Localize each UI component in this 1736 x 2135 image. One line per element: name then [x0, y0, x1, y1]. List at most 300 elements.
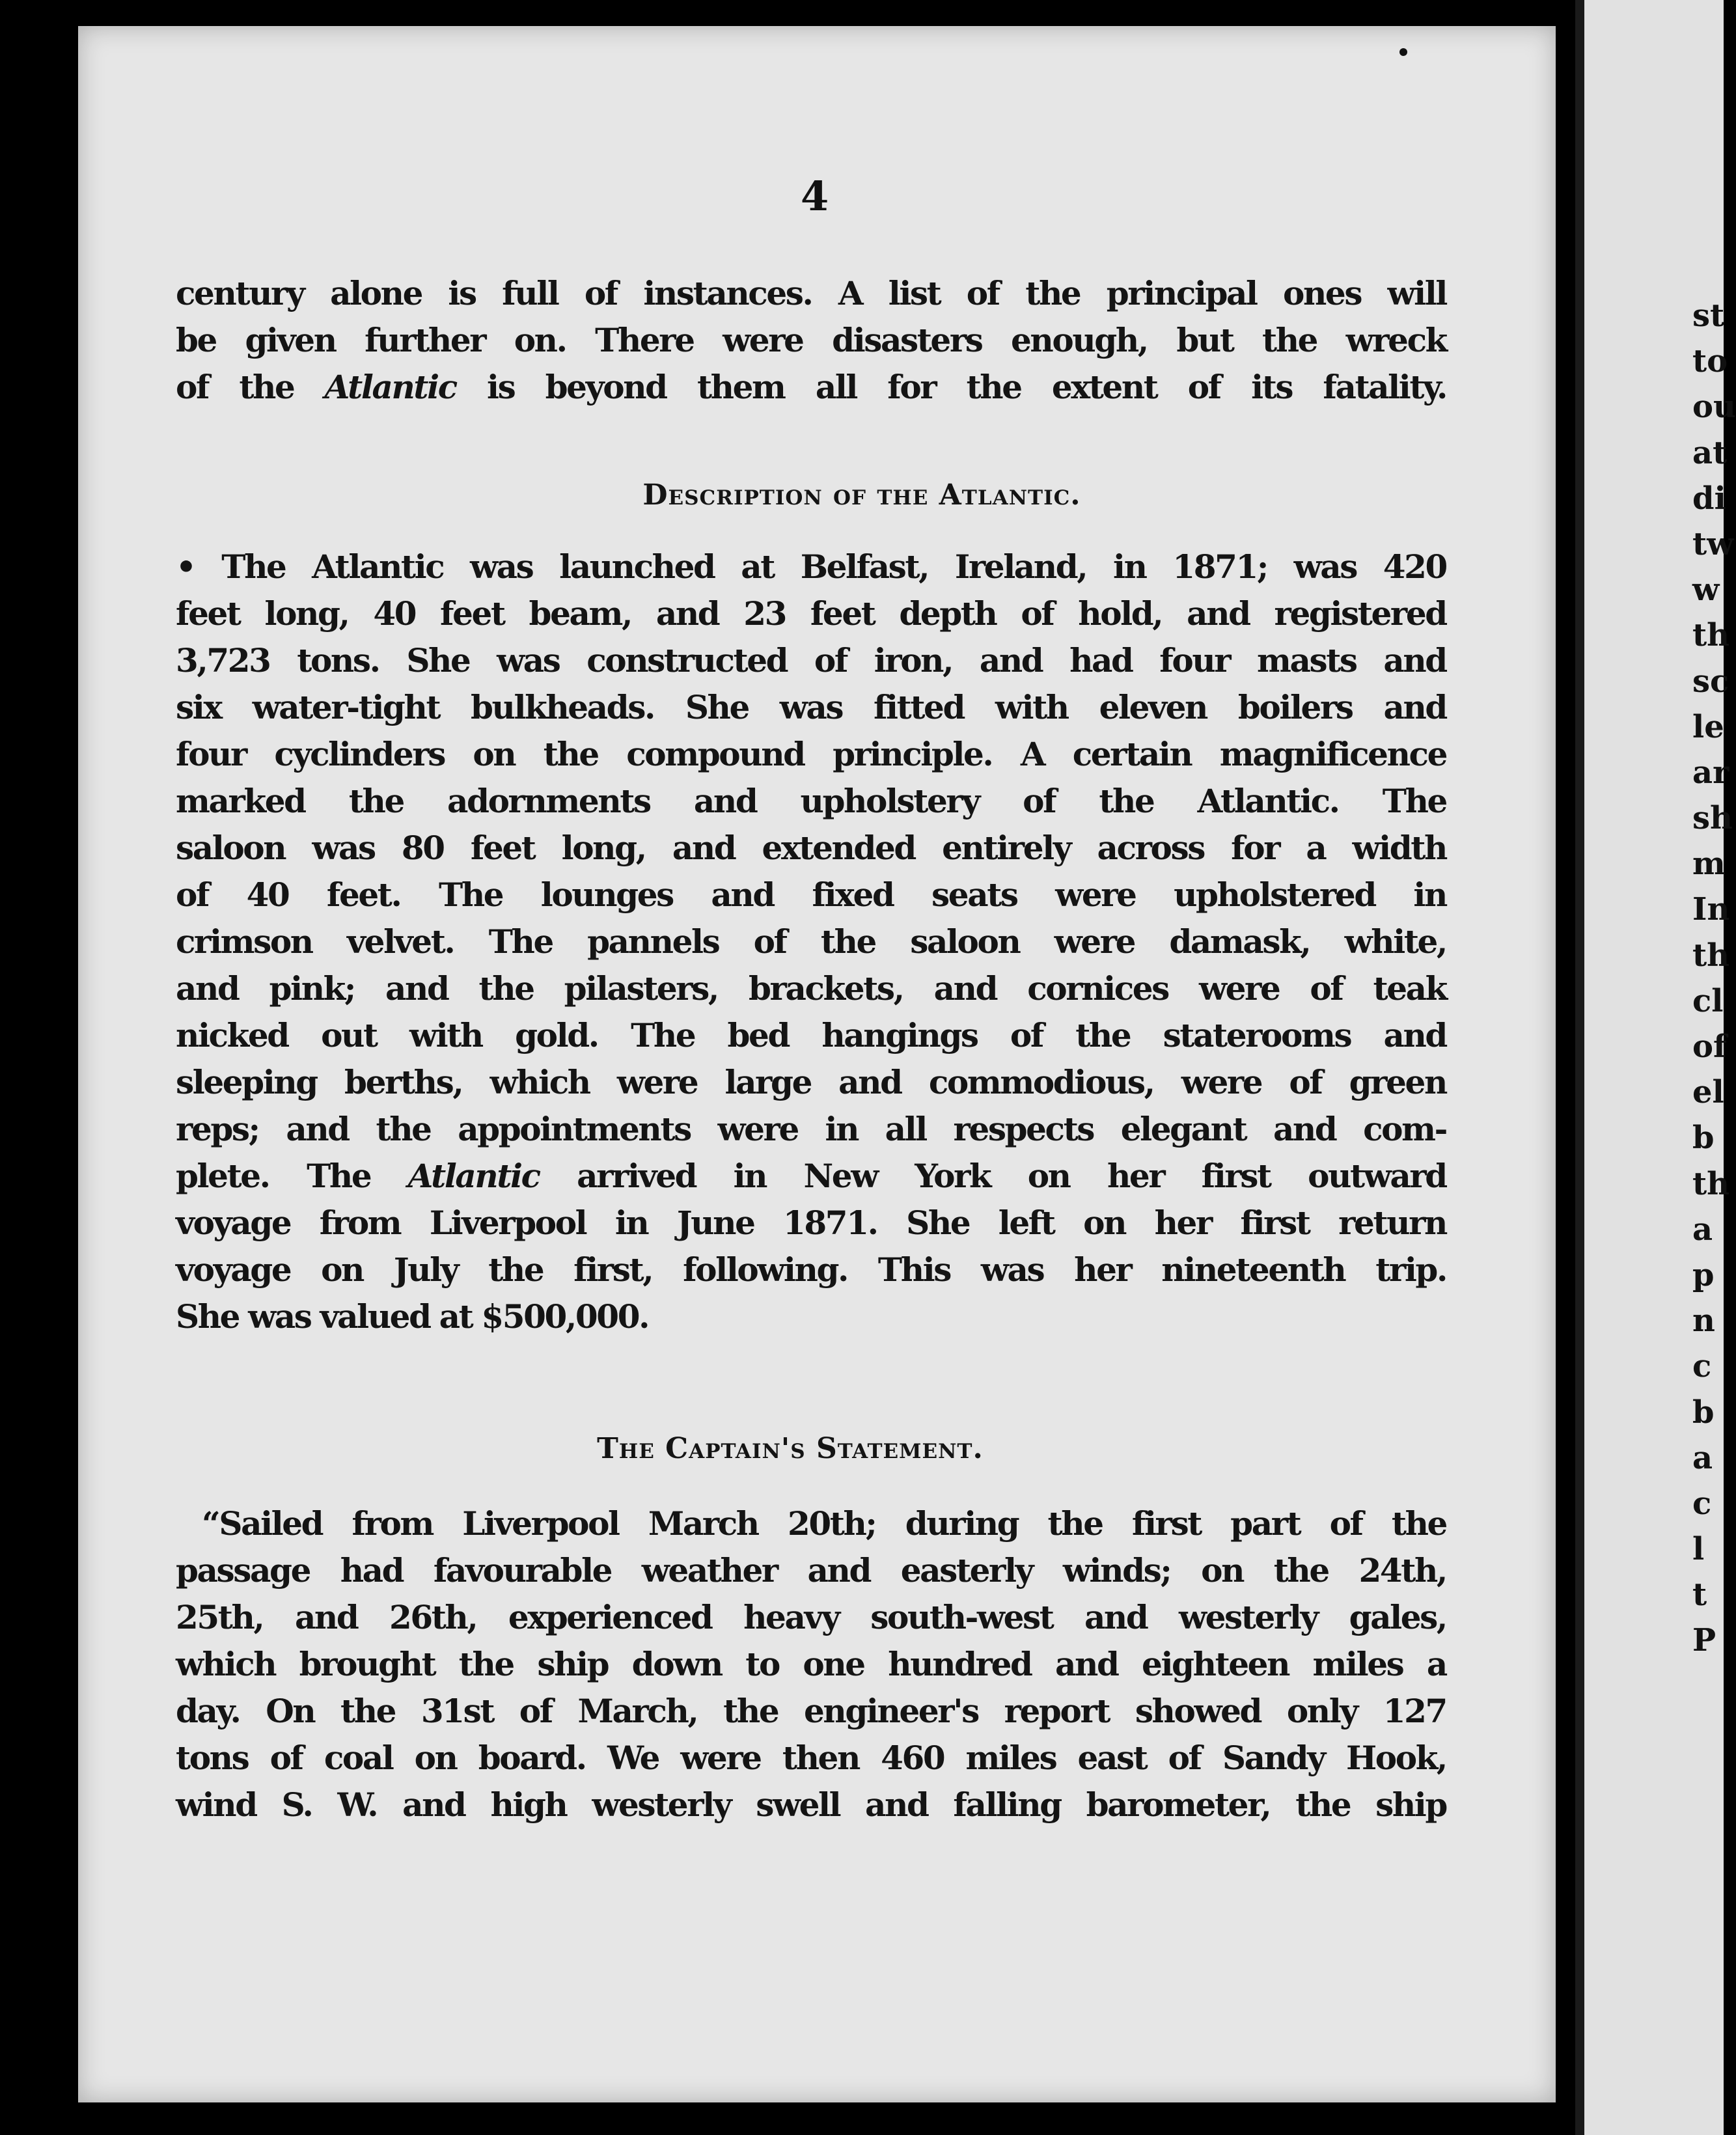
word: and: [838, 1063, 902, 1101]
word: brackets,: [748, 969, 903, 1008]
text-line: [176, 1641, 1446, 1688]
word: A: [838, 274, 862, 312]
word: but: [1176, 321, 1233, 359]
adjacent-page-fragment: l: [1692, 1531, 1705, 1568]
word: boilers: [1237, 688, 1353, 726]
word: were: [680, 1739, 761, 1777]
word: of: [753, 922, 786, 961]
word: and: [1383, 688, 1446, 726]
text-line: [176, 684, 1446, 731]
word: of: [1168, 1739, 1201, 1777]
text-line: [176, 1782, 1446, 1828]
word: and: [176, 969, 239, 1008]
word: of: [176, 875, 209, 914]
word: registered: [1274, 594, 1446, 633]
word: in: [1413, 875, 1446, 914]
word: 24th,: [1358, 1551, 1446, 1590]
word: voyage: [176, 1204, 291, 1242]
word: berths,: [344, 1063, 463, 1101]
adjacent-page: [1575, 0, 1736, 2135]
word: of: [1023, 782, 1056, 820]
adjacent-page-fragment: sh: [1692, 800, 1733, 837]
word: saloon: [910, 922, 1020, 961]
word: The: [488, 922, 553, 961]
word: Ireland,: [954, 547, 1087, 586]
adjacent-page-fragment: ou: [1692, 389, 1736, 426]
word: green: [1349, 1063, 1446, 1101]
word: W.: [337, 1785, 378, 1824]
word: be: [176, 321, 216, 359]
section-heading-description: Description of the Atlantic.: [642, 478, 1081, 512]
word: on: [1027, 1157, 1070, 1195]
word: ship: [1375, 1785, 1446, 1824]
word: staterooms: [1163, 1016, 1351, 1054]
adjacent-page-fragment: tw: [1692, 525, 1734, 562]
word: only: [1286, 1692, 1357, 1730]
word: the: [543, 735, 598, 773]
word: The: [1382, 782, 1446, 820]
word: on: [1201, 1551, 1244, 1590]
word: and: [655, 594, 719, 633]
word: her: [1154, 1204, 1211, 1242]
word: This: [877, 1250, 951, 1289]
word: and: [286, 1110, 349, 1148]
word: depth: [899, 594, 997, 633]
word: certain: [1072, 735, 1192, 773]
word: Sandy: [1222, 1739, 1325, 1777]
word: and: [402, 1785, 465, 1824]
word: white,: [1344, 922, 1446, 961]
word: for: [887, 368, 936, 406]
word: sleeping: [176, 1063, 317, 1101]
adjacent-page-fragment: a: [1692, 1211, 1713, 1248]
word: four: [1159, 641, 1230, 680]
word: at: [741, 547, 774, 586]
word: to: [745, 1645, 779, 1683]
word: The: [221, 547, 286, 586]
word: first,: [573, 1250, 653, 1289]
word: beyond: [545, 368, 667, 406]
word: 40: [246, 875, 289, 914]
word: 1871;: [1172, 547, 1267, 586]
word: were: [1054, 922, 1135, 961]
word: “Sailed: [202, 1504, 323, 1543]
word: had: [1069, 641, 1133, 680]
word: extent: [1051, 368, 1157, 406]
word: were: [723, 321, 803, 359]
text-line: [176, 918, 1446, 965]
word: following.: [683, 1250, 848, 1289]
word: the: [966, 368, 1021, 406]
word: the: [478, 969, 534, 1008]
word: the: [239, 368, 294, 406]
word: width: [1352, 829, 1446, 867]
adjacent-page-fragment: b: [1692, 1120, 1715, 1157]
word: report: [1004, 1692, 1110, 1730]
adjacent-page-fragment: el: [1692, 1074, 1724, 1111]
text-line: [176, 1012, 1446, 1059]
word: with: [409, 1016, 482, 1054]
word: coal: [324, 1739, 393, 1777]
word: There: [595, 321, 694, 359]
text-line: [176, 590, 1446, 637]
word: valued: [320, 1297, 430, 1336]
word: fatality.: [1323, 368, 1446, 406]
adjacent-page-fragment: w: [1692, 572, 1720, 609]
word: fixed: [812, 875, 894, 914]
word: of: [176, 368, 209, 406]
word: damask,: [1169, 922, 1310, 961]
word: is: [448, 274, 476, 312]
word: reps;: [176, 1110, 259, 1148]
word: out: [321, 1016, 377, 1054]
word: instances.: [643, 274, 812, 312]
adjacent-page-fragment: b: [1692, 1394, 1715, 1431]
word: Liverpool: [462, 1504, 619, 1543]
word: feet.: [326, 875, 401, 914]
text-line: [176, 1735, 1446, 1782]
word: the: [1391, 1504, 1446, 1543]
word: hangings: [821, 1016, 978, 1054]
word: alone: [330, 274, 422, 312]
word: Atlantic: [324, 368, 456, 406]
word: nicked: [176, 1016, 288, 1054]
word: marked: [176, 782, 305, 820]
word: She: [685, 688, 749, 726]
adjacent-page-fragment: c: [1692, 1348, 1712, 1385]
adjacent-page-fragment: le: [1692, 708, 1724, 745]
word: westerly: [592, 1785, 731, 1824]
word: voyage: [176, 1250, 291, 1289]
word: July: [393, 1250, 458, 1289]
word: the: [458, 1645, 514, 1683]
text-line: [176, 317, 1446, 364]
word: and: [711, 875, 774, 914]
word: S.: [281, 1785, 312, 1824]
page-gutter: [1575, 0, 1584, 2135]
word: passage: [176, 1551, 310, 1590]
word: teak: [1373, 969, 1446, 1008]
word: her: [1107, 1157, 1164, 1195]
word: velvet.: [347, 922, 454, 961]
adjacent-page-fragment: P: [1692, 1622, 1716, 1659]
word: long,: [561, 829, 646, 867]
word: cyclinders: [274, 735, 445, 773]
word: upholstery: [800, 782, 979, 820]
word: We: [607, 1739, 659, 1777]
word: her: [1074, 1250, 1131, 1289]
word: on: [321, 1250, 363, 1289]
word: principle.: [833, 735, 993, 773]
word: feet: [176, 594, 240, 633]
word: four: [176, 735, 246, 773]
word: upholstered: [1174, 875, 1375, 914]
word: June: [676, 1204, 754, 1242]
word: lounges: [540, 875, 673, 914]
word: winds;: [1062, 1551, 1171, 1590]
word: seats: [931, 875, 1017, 914]
word: brought: [299, 1645, 435, 1683]
word: Liverpool: [429, 1204, 586, 1242]
word: then: [782, 1739, 859, 1777]
word: east: [1077, 1739, 1147, 1777]
adjacent-page-fragment: to: [1692, 343, 1728, 380]
word: March,: [577, 1692, 698, 1730]
word: of: [1310, 969, 1343, 1008]
word: plete.: [176, 1157, 269, 1195]
word: were: [1181, 1063, 1262, 1101]
word: at: [439, 1297, 473, 1336]
word: arrived: [577, 1157, 696, 1195]
word: of: [966, 274, 999, 312]
adjacent-page-fragment: p: [1692, 1256, 1715, 1293]
word: compound: [626, 735, 805, 773]
word: trip.: [1375, 1250, 1446, 1289]
word: and: [385, 969, 448, 1008]
word: principal: [1106, 274, 1257, 312]
word: from: [351, 1504, 433, 1543]
word: enough,: [1011, 321, 1148, 359]
word: experienced: [508, 1598, 712, 1636]
word: was: [779, 688, 843, 726]
word: favourable: [433, 1551, 612, 1590]
word: nineteenth: [1161, 1250, 1345, 1289]
word: and: [1383, 641, 1446, 680]
word: the: [1295, 1785, 1351, 1824]
adjacent-page-fragment: t: [1692, 1577, 1707, 1614]
word: gales,: [1349, 1598, 1446, 1636]
word: pannels: [587, 922, 719, 961]
word: and: [1084, 1598, 1148, 1636]
word: large: [724, 1063, 811, 1101]
word: masts: [1256, 641, 1357, 680]
word: On: [266, 1692, 315, 1730]
word: on.: [514, 321, 566, 359]
word: all: [885, 1110, 926, 1148]
adjacent-page-fragment: n: [1692, 1302, 1715, 1340]
word: the: [1099, 782, 1154, 820]
word: part: [1230, 1504, 1301, 1543]
word: the: [348, 782, 404, 820]
word: on: [1083, 1204, 1126, 1242]
word: westerly: [1178, 1598, 1318, 1636]
word: appointments: [458, 1110, 691, 1148]
word: •: [176, 547, 195, 586]
word: of: [1289, 1063, 1322, 1101]
word: cornices: [1027, 969, 1168, 1008]
text-line: [176, 731, 1446, 778]
captain-statement-paragraph: [176, 1500, 1446, 1828]
word: its: [1251, 368, 1293, 406]
word: iron,: [874, 641, 953, 680]
text-line: [176, 1247, 1446, 1293]
word: them: [696, 368, 785, 406]
word: fitted: [873, 688, 965, 726]
word: A: [1020, 735, 1045, 773]
word: one: [803, 1645, 864, 1683]
word: hundred: [888, 1645, 1032, 1683]
word: falling: [953, 1785, 1061, 1824]
word: Atlantic: [407, 1157, 540, 1195]
page-number: 4: [801, 172, 829, 220]
word: Atlantic: [312, 547, 444, 586]
adjacent-page-fragment: of: [1692, 1028, 1727, 1065]
text-line: [176, 1153, 1446, 1200]
word: were: [1055, 875, 1136, 914]
text-line: [176, 872, 1446, 918]
word: in: [733, 1157, 767, 1195]
ink-speck: [1399, 48, 1407, 56]
adjacent-page-fragment: m: [1692, 846, 1726, 883]
word: 420: [1383, 547, 1446, 586]
adjacent-page-fragment: di: [1692, 480, 1726, 517]
word: elegant: [1120, 1110, 1247, 1148]
word: a: [1306, 829, 1326, 867]
word: Atlantic.: [1197, 782, 1339, 820]
word: eighteen: [1142, 1645, 1289, 1683]
word: further: [365, 321, 486, 359]
word: barometer,: [1086, 1785, 1271, 1824]
word: in: [614, 1204, 648, 1242]
adjacent-page-fragment: cl: [1692, 982, 1724, 1019]
text-line: [176, 965, 1446, 1012]
word: first: [1240, 1204, 1310, 1242]
word: ship: [537, 1645, 609, 1683]
word: were: [616, 1063, 698, 1101]
word: century: [176, 274, 304, 312]
word: the: [723, 1692, 778, 1730]
word: beam,: [529, 594, 631, 633]
word: respects: [953, 1110, 1094, 1148]
word: feet: [810, 594, 875, 633]
text-line: [176, 544, 1446, 590]
word: She: [906, 1204, 970, 1242]
word: was: [497, 641, 560, 680]
word: adornments: [447, 782, 650, 820]
adjacent-page-fragment: sc: [1692, 663, 1729, 700]
word: during: [905, 1504, 1019, 1543]
word: given: [245, 321, 336, 359]
word: swell: [756, 1785, 840, 1824]
word: magnificence: [1219, 735, 1446, 773]
word: bulkheads.: [470, 688, 654, 726]
word: full: [502, 274, 558, 312]
word: of: [1021, 594, 1054, 633]
word: was: [469, 547, 533, 586]
text-line: [176, 1200, 1446, 1247]
text-line: [176, 1106, 1446, 1153]
word: wreck: [1345, 321, 1446, 359]
word: extended: [762, 829, 915, 867]
word: 20th;: [788, 1504, 876, 1543]
word: down: [631, 1645, 722, 1683]
adjacent-page-fragment: at: [1692, 434, 1728, 471]
word: the: [1262, 321, 1317, 359]
word: disasters: [832, 321, 982, 359]
word: and: [294, 1598, 358, 1636]
word: were: [717, 1110, 798, 1148]
word: in: [825, 1110, 859, 1148]
word: pilasters,: [564, 969, 718, 1008]
word: in: [1113, 547, 1146, 586]
word: Belfast,: [800, 547, 929, 586]
word: was: [980, 1250, 1044, 1289]
word: showed: [1135, 1692, 1261, 1730]
word: and: [1055, 1645, 1118, 1683]
word: outward: [1308, 1157, 1446, 1195]
word: easterly: [900, 1551, 1033, 1590]
word: $500,000.: [481, 1297, 649, 1336]
word: and: [807, 1551, 871, 1590]
word: tons.: [297, 641, 379, 680]
word: long,: [264, 594, 349, 633]
word: March: [648, 1504, 758, 1543]
word: 127: [1383, 1692, 1446, 1730]
word: com-: [1363, 1110, 1446, 1148]
word: the: [376, 1110, 431, 1148]
word: She: [176, 1297, 240, 1336]
word: 40: [373, 594, 416, 633]
word: ones: [1283, 274, 1362, 312]
word: of: [519, 1692, 552, 1730]
word: feet: [440, 594, 504, 633]
adjacent-page-fragment: th: [1692, 1165, 1730, 1202]
word: will: [1387, 274, 1446, 312]
word: of: [814, 641, 847, 680]
word: of: [1329, 1504, 1362, 1543]
word: first: [1201, 1157, 1271, 1195]
word: The: [307, 1157, 371, 1195]
text-line: [176, 1594, 1446, 1641]
section-heading-captain: The Captain's Statement.: [597, 1432, 984, 1465]
word: constructed: [586, 641, 788, 680]
word: which: [176, 1645, 276, 1683]
word: eleven: [1099, 688, 1207, 726]
word: return: [1338, 1204, 1446, 1242]
word: and: [933, 969, 997, 1008]
word: list: [888, 274, 941, 312]
word: bed: [727, 1016, 790, 1054]
adjacent-page-fragment: ar: [1692, 754, 1729, 791]
word: and: [672, 829, 736, 867]
word: gold.: [515, 1016, 598, 1054]
word: board.: [478, 1739, 586, 1777]
adjacent-page-fragment: c: [1692, 1485, 1712, 1522]
word: of: [584, 274, 617, 312]
word: on: [473, 735, 516, 773]
word: of: [269, 1739, 303, 1777]
word: 3,723: [176, 641, 270, 680]
word: from: [319, 1204, 401, 1242]
adjacent-page-fragment: a: [1692, 1439, 1713, 1476]
word: a: [1426, 1645, 1446, 1683]
word: six: [176, 688, 221, 726]
text-line: [176, 364, 1446, 411]
word: crimson: [176, 922, 312, 961]
word: high: [490, 1785, 567, 1824]
word: all: [815, 368, 857, 406]
word: the: [820, 922, 875, 961]
word: the: [1047, 1504, 1103, 1543]
word: engineer's: [803, 1692, 978, 1730]
word: the: [1075, 1016, 1131, 1054]
word: the: [1273, 1551, 1329, 1590]
text-line: [176, 270, 1446, 317]
word: New: [803, 1157, 877, 1195]
word: was: [312, 829, 375, 867]
word: and: [1383, 1016, 1446, 1054]
word: for: [1231, 829, 1280, 867]
